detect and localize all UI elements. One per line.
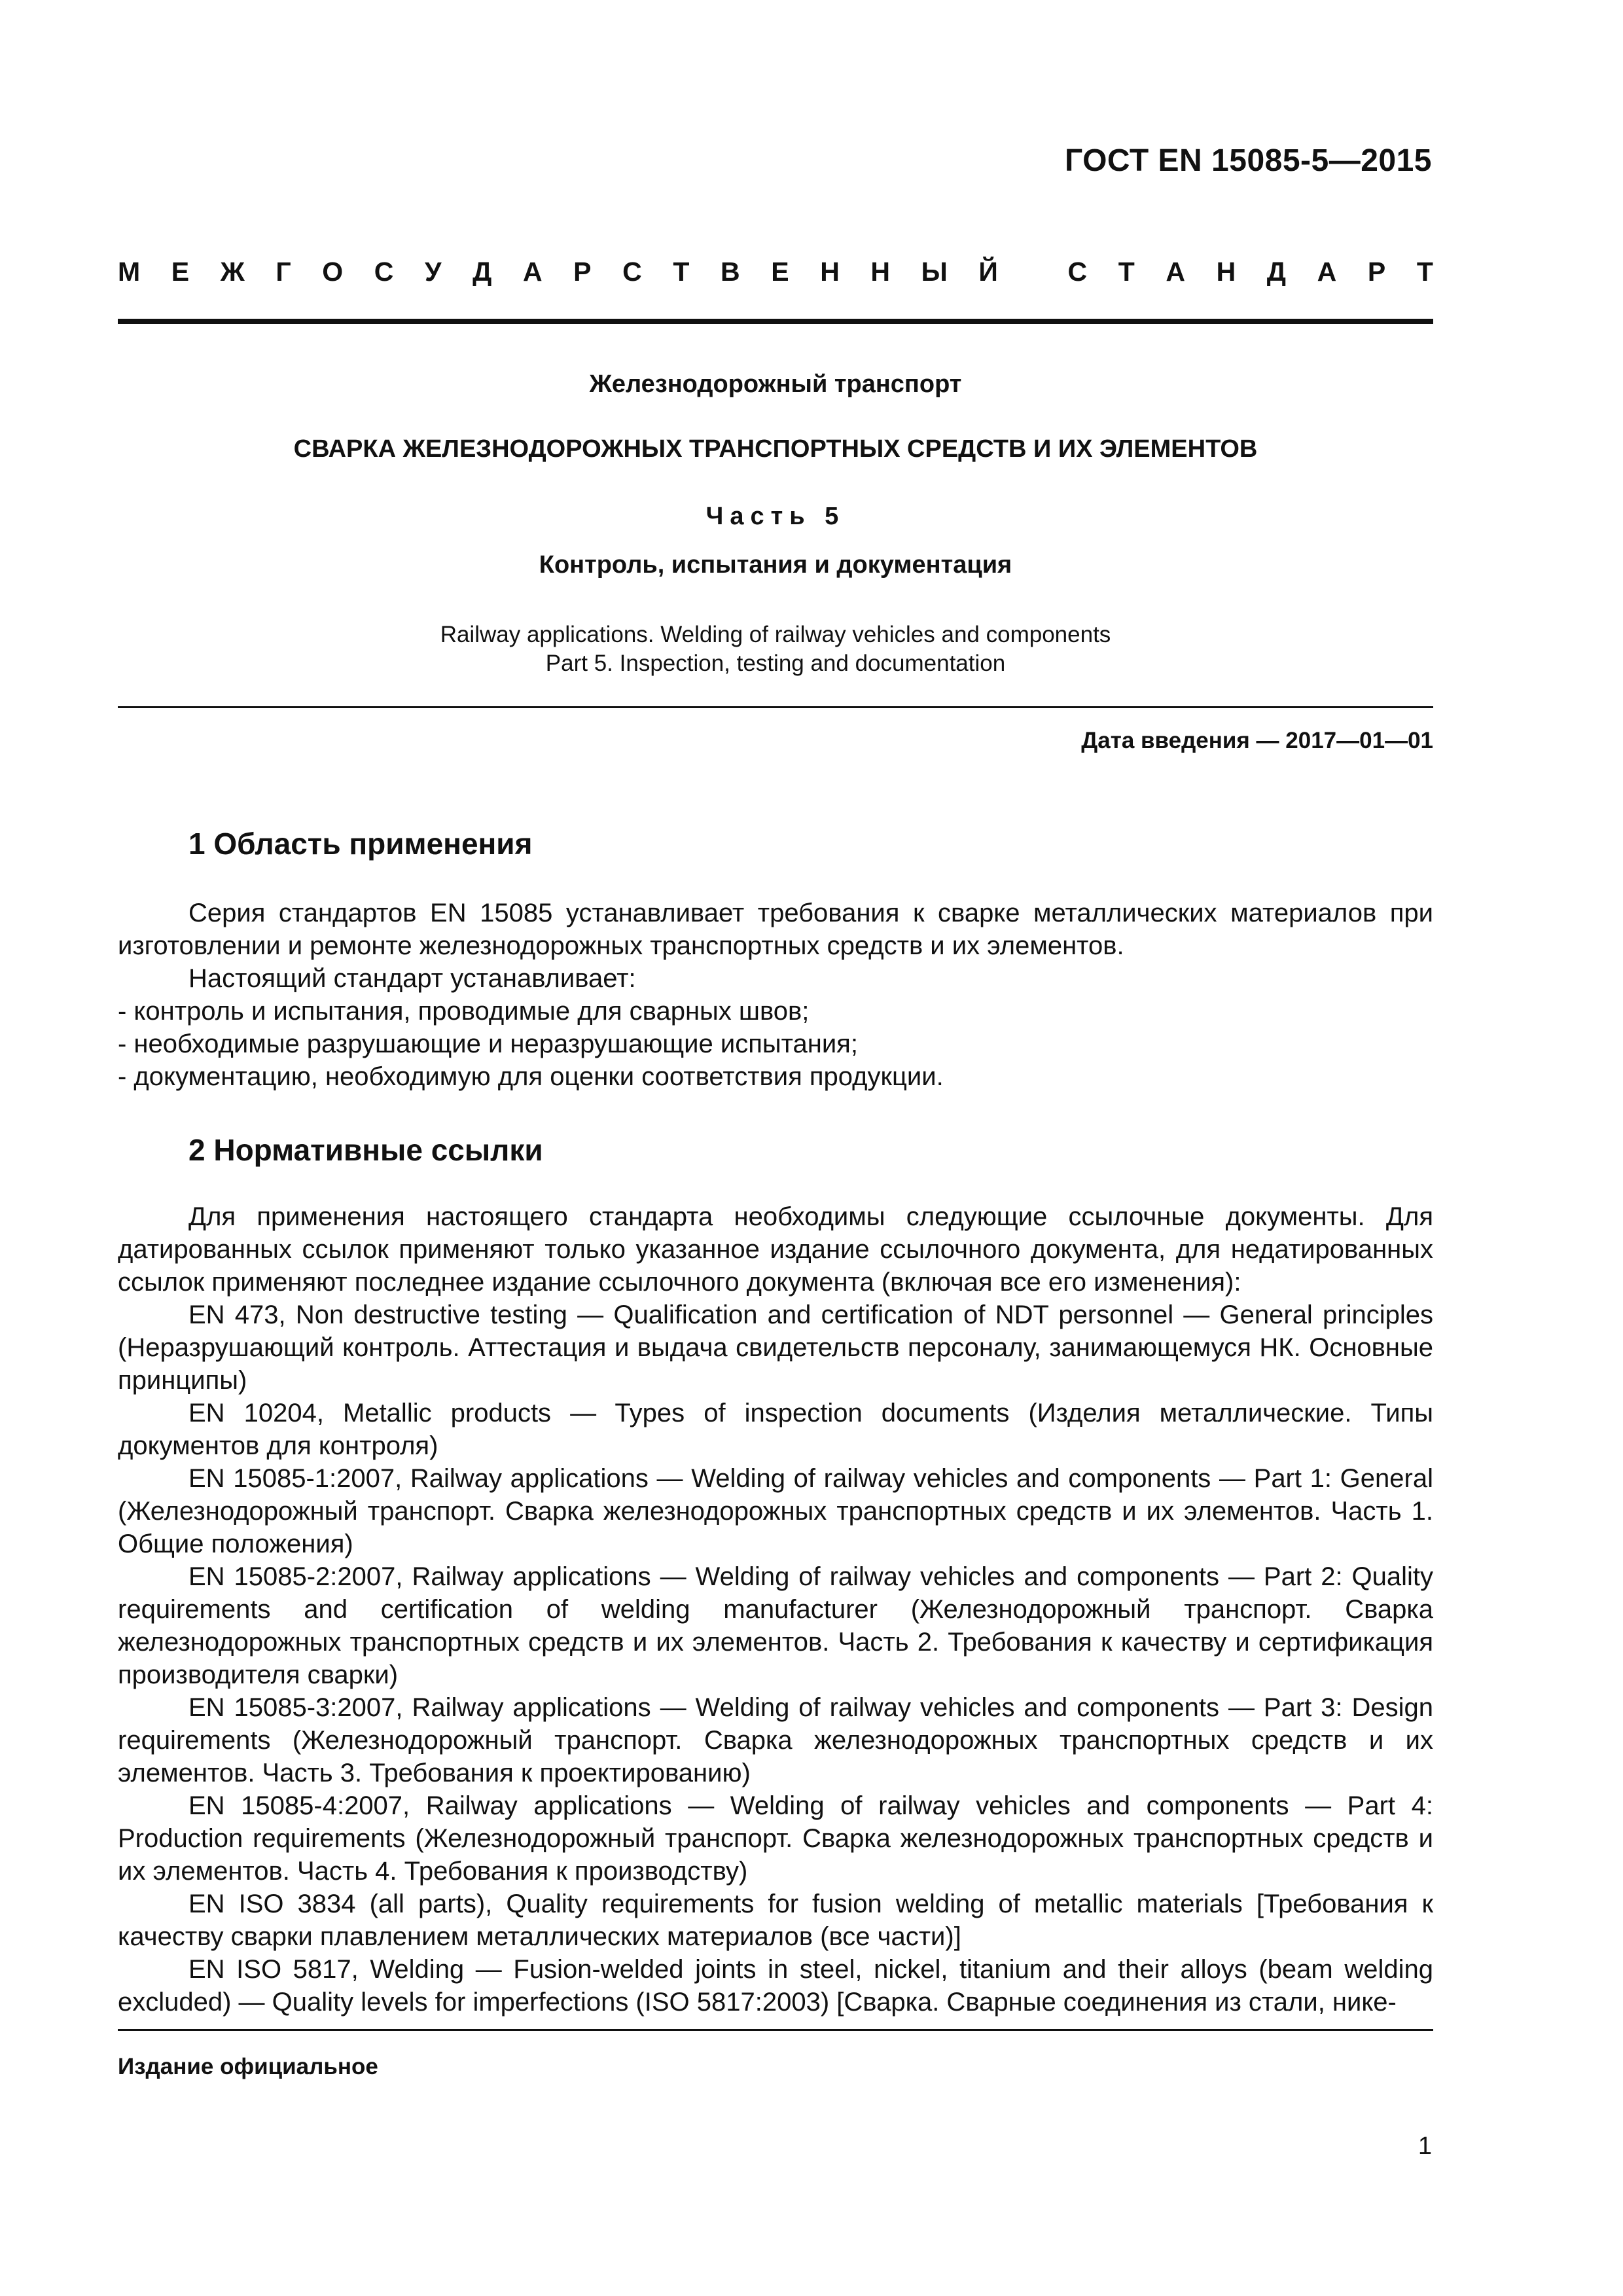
banner-letter: О	[322, 257, 344, 287]
banner-letter: Е	[771, 257, 789, 287]
reference-item: EN ISO 5817, Welding — Fusion-welded joints in steel, nickel, titanium and their alloys (beam welding excluded) — Quality levels for imperfections (ISO 5817:2003) [Сварка. Сварные соединения из стали, нике-	[118, 1955, 1433, 2017]
banner-letter: Г	[276, 257, 291, 287]
banner-letter: Н	[820, 257, 840, 287]
banner-letter: В	[721, 257, 740, 287]
banner-letter: Н	[870, 257, 891, 287]
section-1-heading: 1 Область применения	[188, 827, 533, 861]
banner-letter: М	[118, 257, 141, 287]
banner-letter: Е	[171, 257, 190, 287]
banner-letter: А	[522, 257, 543, 287]
reference-item: EN 10204, Metallic products — Types of inspection documents (Изделия металлические. Типы документов для контроля)	[118, 1399, 1433, 1460]
footer-divider	[118, 2029, 1433, 2031]
title-subtitle: Контроль, испытания и документация	[539, 551, 1012, 579]
english-title-1: Railway applications. Welding of railway vehicles and components	[440, 622, 1111, 647]
banner-letter: Й	[978, 257, 998, 287]
introduction-date: Дата введения — 2017—01—01	[1081, 728, 1433, 753]
reference-item: EN ISO 3834 (all parts), Quality requirements for fusion welding of metallic materials [Требования к качеству сварки плавлением металлических материалов (все части)]	[118, 1890, 1433, 1951]
title-divider	[118, 706, 1433, 708]
section-2-heading: 2 Нормативные ссылки	[188, 1133, 543, 1167]
document-code: ГОСТ EN 15085-5—2015	[1065, 143, 1432, 178]
banner-letter: А	[1166, 257, 1185, 287]
paragraph: Настоящий стандарт устанавливает:	[188, 964, 636, 993]
paragraph: Серия стандартов EN 15085 устанавливает требования к сварке металлических материалов при изготовлении и ремонте железнодорожных транспортных средств и их элементов.	[118, 899, 1433, 960]
banner-letter: Р	[573, 257, 592, 287]
banner-letter: Р	[1367, 257, 1386, 287]
header-divider	[118, 319, 1433, 324]
banner-letter: Ы	[921, 257, 948, 287]
banner-letter: С	[374, 257, 394, 287]
title-line-1: Железнодорожный транспорт	[589, 370, 962, 398]
banner-letter: Т	[1416, 257, 1433, 287]
banner-letter: Т	[1118, 257, 1135, 287]
english-title-2: Part 5. Inspection, testing and documentation	[545, 651, 1006, 676]
title-part: Часть 5	[705, 503, 846, 530]
banner-letter: У	[425, 257, 442, 287]
banner-spacer	[1029, 257, 1036, 287]
banner-letter: А	[1317, 257, 1337, 287]
list-item: - документацию, необходимую для оценки соответствия продукции.	[118, 1062, 944, 1091]
banner-letter: Н	[1216, 257, 1236, 287]
reference-item: EN 473, Non destructive testing — Qualification and certification of NDT personnel — General principles (Неразрушающий контроль. Аттестация и выдача свидетельств персоналу, занимающемуся НК. Основные принципы)	[118, 1300, 1433, 1395]
banner-letter: Д	[473, 257, 492, 287]
reference-item: EN 15085-3:2007, Railway applications — Welding of railway vehicles and components — Part 3: Design requirements (Железнодорожный транспорт. Сварка железнодорожных транспортных средств и их элементов. Часть 3. Требования к проектированию)	[118, 1693, 1433, 1787]
banner-letter: Ж	[220, 257, 245, 287]
reference-item: EN 15085-4:2007, Railway applications — Welding of railway vehicles and components — Part 4: Production requirements (Железнодорожный транспорт. Сварка железнодорожных транспортных средств и их элементов. Часть 4. Требования к производству)	[118, 1791, 1433, 1886]
list-item: - контроль и испытания, проводимые для сварных швов;	[118, 997, 810, 1026]
reference-item: EN 15085-1:2007, Railway applications — Welding of railway vehicles and components — Part 1: General (Железнодорожный транспорт. Сварка железнодорожных транспортных средств и их элементов. Часть 1. Общие положения)	[118, 1464, 1433, 1558]
list-item: - необходимые разрушающие и неразрушающие испытания;	[118, 1030, 858, 1058]
standard-banner	[118, 257, 1433, 287]
banner-letter: С	[1067, 257, 1088, 287]
section-2-body	[118, 1200, 1433, 2018]
page-number: 1	[1418, 2132, 1432, 2160]
banner-letter: Д	[1266, 257, 1287, 287]
official-edition-label: Издание официальное	[118, 2054, 378, 2079]
title-line-2: СВАРКА ЖЕЛЕЗНОДОРОЖНЫХ ТРАНСПОРТНЫХ СРЕДСТВ И ИХ ЭЛЕМЕНТОВ	[293, 435, 1258, 463]
banner-letter: С	[622, 257, 642, 287]
reference-item: EN 15085-2:2007, Railway applications — Welding of railway vehicles and components — Part 2: Quality requirements and certification of welding manufacturer (Железнодорожный транспорт. Сварка железнодорожных транспортных средств и их элементов. Часть 2. Требования к качеству и сертификация производителя сварки)	[118, 1562, 1433, 1689]
paragraph: Для применения настоящего стандарта необходимы следующие ссылочные документы. Для датированных ссылок применяют только указанное издание ссылочного документа, для недатированных ссылок применяют последнее издание ссылочного документа (включая все его изменения):	[118, 1202, 1433, 1297]
banner-letter: Т	[673, 257, 690, 287]
section-1-body	[118, 897, 1433, 1093]
